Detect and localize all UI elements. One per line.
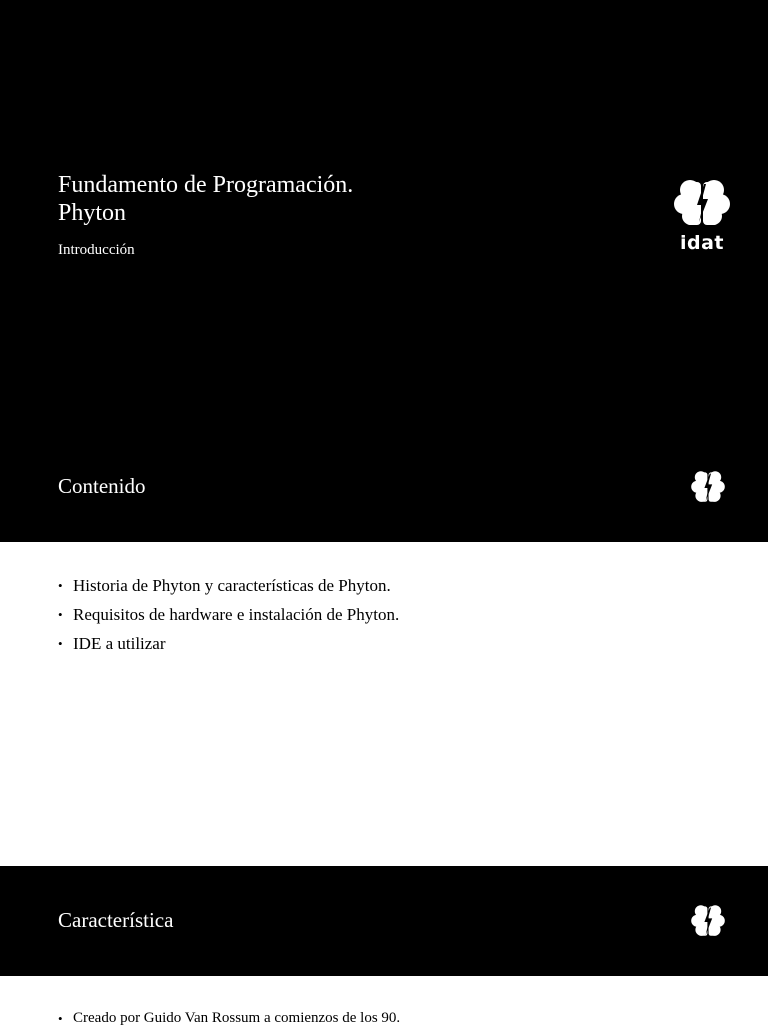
bullet-dot: • [58, 1011, 63, 1026]
contenido-bullet-list [58, 571, 399, 658]
bullet-text: IDE a utilizar [73, 634, 166, 653]
list-item [58, 1004, 400, 1033]
bullet-text: Requisitos de hardware e instalación de Phyton. [73, 605, 400, 624]
bullet-text: Historia de Phyton y características de Phyton. [73, 576, 391, 595]
caracteristica-header-bar [0, 866, 768, 976]
contenido-header-bar [0, 432, 768, 542]
presentation-title [58, 171, 353, 227]
title-line-2: Phyton [58, 200, 127, 226]
title-line-1: Fundamento de Programación. [58, 172, 354, 198]
idat-logo-text: idat [679, 232, 725, 254]
bullet-dot: • [58, 636, 63, 651]
idat-brain-bolt-icon [690, 468, 726, 508]
list-item [58, 571, 399, 600]
caracteristica-title: Característica [58, 908, 174, 932]
bullet-dot: • [58, 578, 63, 593]
caracteristica-bullet-list [58, 1004, 400, 1033]
list-item [58, 629, 399, 658]
bullet-text: Creado por Guido Van Rossum a comienzos de los 90. [73, 1010, 401, 1026]
contenido-title: Contenido [58, 474, 146, 498]
bullet-dot: • [58, 607, 63, 622]
idat-brain-bolt-icon [690, 902, 726, 942]
presentation-subtitle: Introducción [58, 242, 135, 258]
title-slide [0, 0, 768, 432]
list-item [58, 600, 399, 629]
